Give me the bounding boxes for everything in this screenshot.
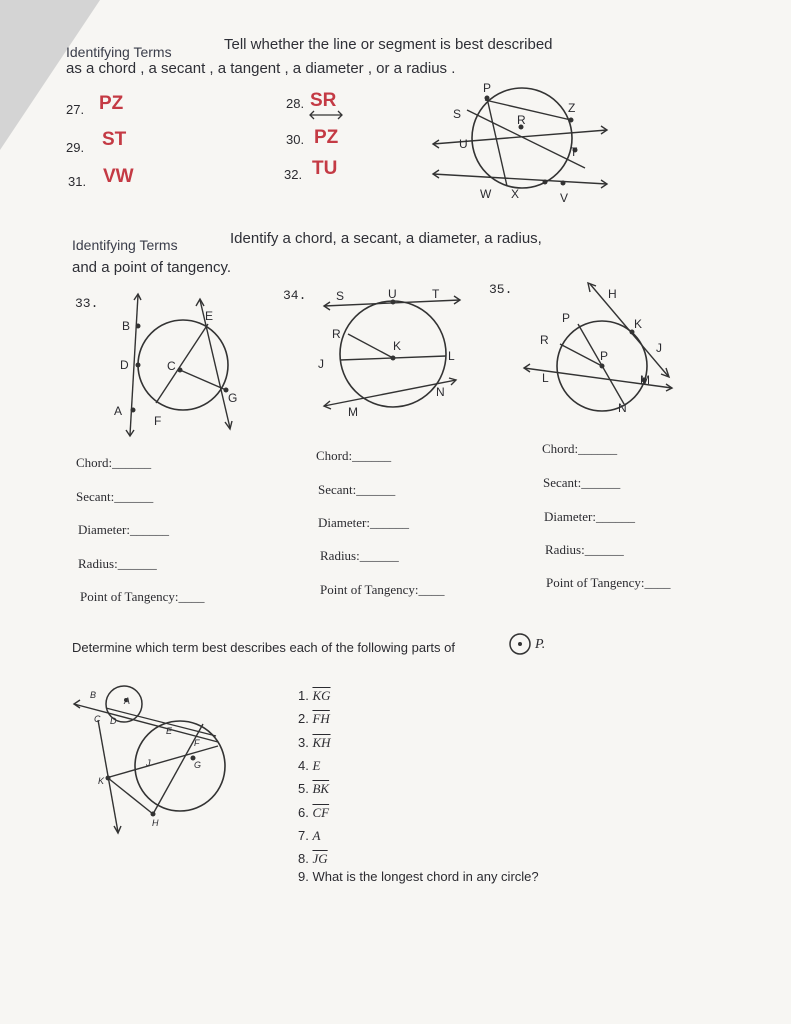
problem-33-number: 33.	[75, 296, 99, 311]
item-31-number: 31.	[68, 174, 87, 189]
problem-34-number: 34.	[283, 288, 307, 303]
item-28-number: 28.	[286, 96, 305, 111]
p33-diameter-field[interactable]: Diameter:______	[78, 522, 169, 537]
fig3-label-c: C	[94, 714, 101, 724]
fig35-label-p-center: P	[600, 349, 609, 363]
fig34-label-t: T	[432, 287, 440, 301]
section1-heading: Identifying Terms	[66, 44, 172, 60]
item-30-number: 30.	[286, 132, 305, 147]
item-27-term: PZ	[99, 93, 124, 114]
fig1-label-z: Z	[568, 101, 576, 115]
fig35-label-n: N	[618, 401, 627, 415]
line-arrow-symbol	[308, 110, 344, 120]
p34-radius-field[interactable]: Radius:______	[320, 548, 399, 563]
fig3-label-j: J	[146, 758, 151, 768]
item-32-number: 32.	[284, 167, 303, 182]
item-29-number: 29.	[66, 140, 85, 155]
p35-secant-field[interactable]: Secant:______	[543, 475, 621, 490]
item-28-term: SR	[310, 90, 337, 111]
fig3-label-e: E	[166, 726, 173, 736]
fig1-label-x: X	[511, 187, 520, 201]
p33-secant-field[interactable]: Secant:______	[76, 489, 154, 504]
p33-chord-field[interactable]: Chord:______	[76, 455, 152, 470]
section1-figure	[425, 80, 615, 205]
fig1-label-v: V	[560, 191, 569, 205]
p35-tangency-field[interactable]: Point of Tangency:____	[546, 575, 671, 590]
part-item-5: 5. $\overline{BK}$	[298, 781, 330, 796]
fig3-label-k: K	[98, 776, 105, 786]
question-9: 9. What is the longest chord in any circle?	[298, 869, 539, 884]
fig33-label-a: A	[114, 404, 123, 418]
circle-dot-symbol	[508, 632, 532, 656]
fig1-label-t: T	[570, 145, 578, 159]
fig34-label-s: S	[336, 289, 345, 303]
problem-35-number: 35.	[489, 282, 513, 297]
fig34-label-k: K	[393, 339, 402, 353]
fig3-label-d: D	[110, 716, 117, 726]
p34-tangency-field[interactable]: Point of Tangency:____	[320, 582, 445, 597]
part-item-4: 4. E	[298, 758, 321, 773]
fig33-label-b: B	[122, 319, 131, 333]
fig34-label-m: M	[348, 405, 358, 419]
p35-chord-field[interactable]: Chord:______	[542, 441, 618, 456]
p33-tangency-field[interactable]: Point of Tangency:____	[80, 589, 205, 604]
fig35-label-m: M	[640, 373, 650, 387]
fig33-label-c: C	[167, 359, 176, 373]
fig35-label-r: R	[540, 333, 549, 347]
fig3-label-g: G	[194, 760, 202, 770]
fig34-label-u: U	[388, 287, 397, 301]
p34-chord-field[interactable]: Chord:______	[316, 448, 392, 463]
fig33-label-f: F	[154, 414, 162, 428]
part-item-1: 1. $\overline{KG}$	[298, 688, 331, 703]
section2-instruction-line2: and a point of tangency.	[72, 259, 232, 276]
part-item-7: 7. A	[298, 828, 321, 843]
fig3-label-b: B	[90, 690, 97, 700]
section3-instruction: Determine which term best describes each of the following parts of	[72, 640, 455, 655]
item-27-number: 27.	[66, 102, 85, 117]
fig1-label-r: R	[517, 113, 526, 127]
item-32-term: TU	[312, 158, 338, 179]
fig34-label-j: J	[318, 357, 324, 371]
fig35-label-h: H	[608, 287, 617, 301]
item-30-term: PZ	[314, 127, 339, 148]
fig35-label-k: K	[634, 317, 643, 331]
fig34-label-n: N	[436, 385, 445, 399]
p35-radius-field[interactable]: Radius:______	[545, 542, 624, 557]
fig3-label-a: A	[124, 696, 131, 706]
item-31-term: VW	[103, 166, 134, 187]
fig35-label-p-top: P	[562, 311, 571, 325]
fig35-label-l: L	[542, 371, 549, 385]
item-29-term: ST	[102, 129, 127, 150]
fig33-label-g: G	[228, 391, 238, 405]
part-item-2: 2. $\overline{FH}$	[298, 711, 330, 726]
fig1-label-u: U	[459, 137, 468, 151]
section3-figure	[68, 680, 228, 840]
fig1-label-p: P	[483, 81, 492, 95]
fig3-label-f: F	[194, 738, 200, 748]
p34-diameter-field[interactable]: Diameter:______	[318, 515, 409, 530]
part-item-8: 8. $\overline{JG}$	[298, 851, 328, 866]
fig1-label-s: S	[453, 107, 462, 121]
section2-instruction-line1: Identify a chord, a secant, a diameter, a radius,	[230, 230, 542, 247]
p35-diameter-field[interactable]: Diameter:______	[544, 509, 635, 524]
figure-34	[318, 282, 468, 422]
fig35-label-j: J	[656, 341, 662, 355]
figure-35	[520, 280, 680, 420]
fig33-label-d: D	[120, 358, 129, 372]
fig3-label-h: H	[152, 818, 159, 828]
fig34-label-l: L	[448, 349, 455, 363]
section1-instruction-line2: as a chord , a secant , a tangent , a diameter , or a radius .	[66, 60, 456, 77]
part-item-3: 3. $\overline{KH}$	[298, 735, 331, 750]
section2-heading: Identifying Terms	[72, 237, 178, 253]
fig1-label-w: W	[480, 187, 492, 201]
part-item-6: 6. $\overline{CF}$	[298, 805, 330, 820]
figure-33	[108, 290, 248, 440]
fig33-label-e: E	[205, 309, 214, 323]
circle-name: P.	[535, 637, 546, 652]
p34-secant-field[interactable]: Secant:______	[318, 482, 396, 497]
fig34-label-r: R	[332, 327, 341, 341]
section1-instruction-line1: Tell whether the line or segment is best described	[224, 36, 553, 53]
p33-radius-field[interactable]: Radius:______	[78, 556, 157, 571]
